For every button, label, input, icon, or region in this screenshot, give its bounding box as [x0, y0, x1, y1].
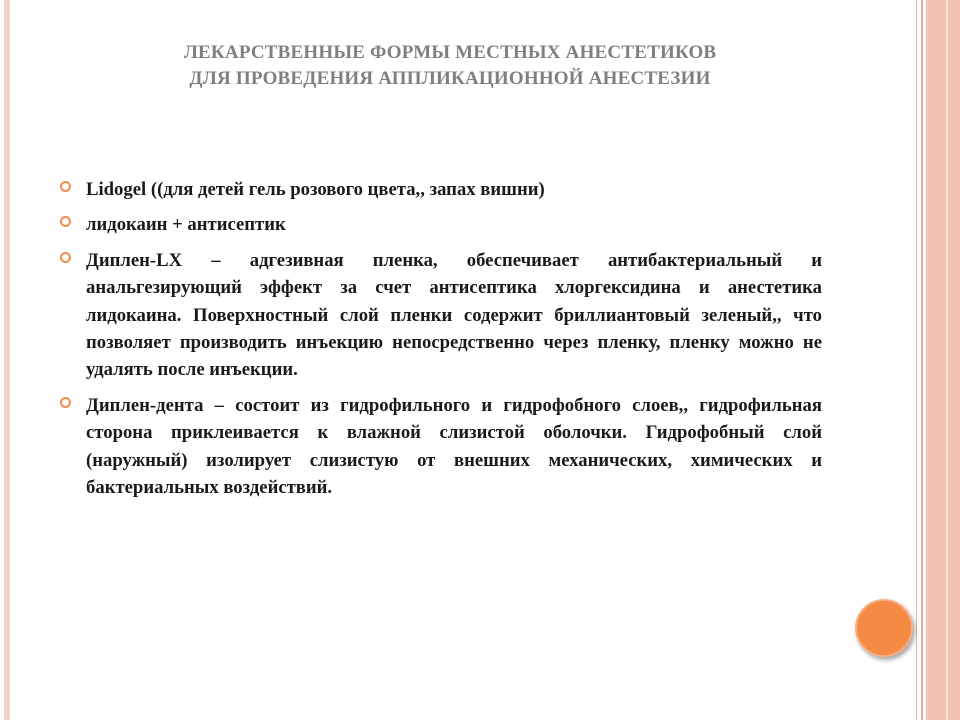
bullet-list — [60, 176, 822, 509]
slide-title-line-2: ДЛЯ ПРОВЕДЕНИЯ АППЛИКАЦИОННОЙ АНЕСТЕЗИИ — [189, 68, 711, 89]
slide-title-line-1: ЛЕКАРСТВЕННЫЕ ФОРМЫ МЕСТНЫХ АНЕСТЕТИКОВ — [183, 42, 717, 63]
bullet-item-lidocaine — [60, 211, 822, 238]
bullet-text: Диплен-LX – адгезивная пленка, обеспечивает антибактериальный и анальгезирующий эффект за счет антисептика хлоргексидина и анестетика лидокаина. Поверхностный слой пленки содержит бриллиантовый зеленый,, что позволяет производить инъекцию непосредственно через пленку, пленку можно не удалять после инъекции. — [86, 249, 822, 381]
bullet-text: Диплен-дента – состоит из гидрофильного и гидрофобного слоев,, гидрофильная сторона приклеивается к влажной слизистой оболочки. Гидрофобный слой (наружный) изолирует слизистую от внешних механических, химических и бактериальных воздействий. — [86, 394, 822, 499]
bullet-item-lidogel — [60, 176, 822, 203]
stripe — [926, 0, 946, 720]
bullet-text: Lidogel ((для детей гель розового цвета,, запах вишни) — [86, 179, 545, 200]
slide-title — [70, 40, 830, 92]
circle-bullet-icon — [60, 397, 71, 408]
circle-bullet-icon — [60, 252, 71, 263]
circle-bullet-icon — [60, 216, 71, 227]
left-border-decoration — [4, 0, 10, 720]
right-stripes-decoration — [916, 0, 960, 720]
stripe — [948, 0, 960, 720]
stripe — [921, 0, 923, 720]
circle-bullet-icon — [60, 181, 71, 192]
bullet-item-diplen-lx — [60, 247, 822, 384]
orange-circle-decoration — [855, 599, 913, 657]
bullet-text: лидокаин + антисептик — [86, 214, 286, 236]
stripe — [916, 0, 917, 720]
bullet-item-diplen-denta — [60, 392, 822, 502]
